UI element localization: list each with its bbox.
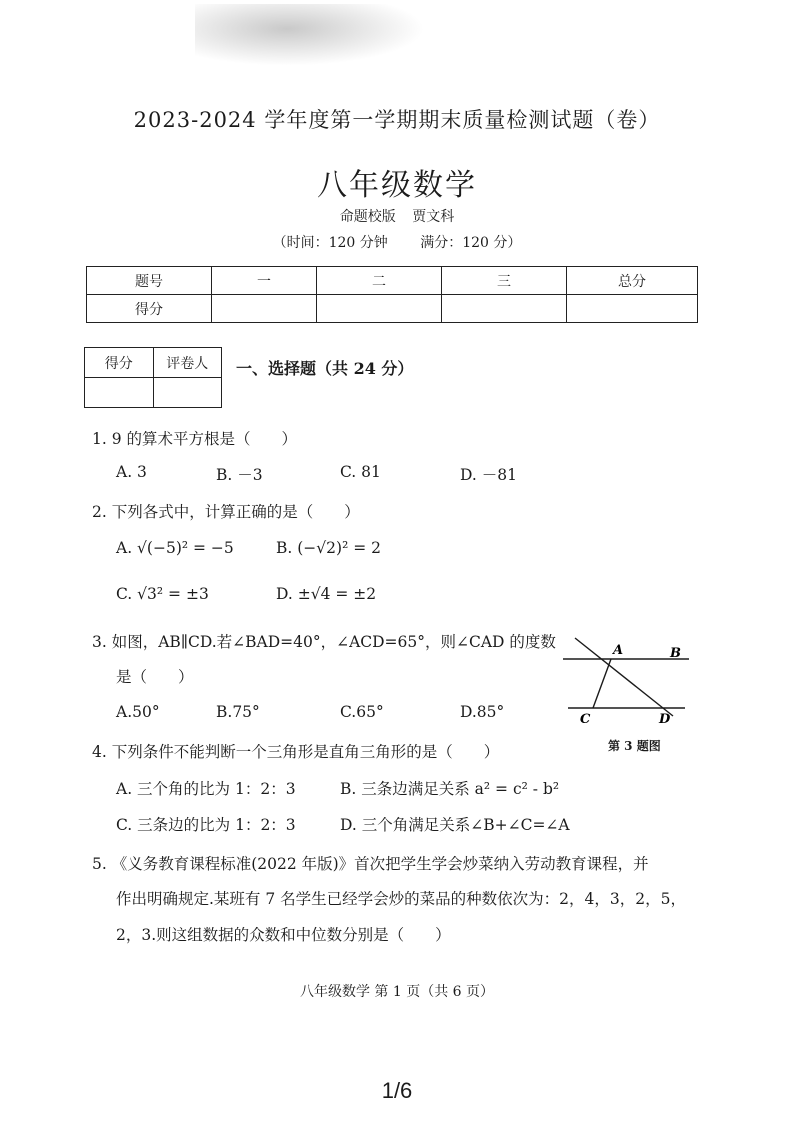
question-1-option-a: A. 3 <box>116 463 147 481</box>
setter-name: 贾文科 <box>412 209 455 225</box>
scan-smudge <box>195 4 425 66</box>
setter-school: 命题校版 <box>339 209 396 225</box>
question-4-option-c: C. 三条边的比为 1：2：3 <box>116 816 296 834</box>
question-5-stem-line1: 5. 《义务教育课程标准(2022 年版)》首次把学生学会炒菜纳入劳动教育课程，并 <box>92 855 649 873</box>
question-1-option-b: B. －3 <box>216 466 263 484</box>
label-b: B <box>670 646 681 661</box>
question-2-option-c: C. √3² = ±3 <box>116 585 209 603</box>
question-4-stem: 4. 下列条件不能判断一个三角形是直角三角形的是（ ） <box>92 743 500 761</box>
score-cell[interactable] <box>212 295 317 323</box>
grader-header-score: 得分 <box>85 348 154 378</box>
question-3-stem-line1: 3. 如图，AB∥CD.若∠BAD=40°，∠ACD=65°，则∠CAD 的度数 <box>92 633 556 651</box>
score-cell[interactable] <box>317 295 442 323</box>
question-4-option-d: D. 三个角满足关系∠B+∠C=∠A <box>340 816 570 834</box>
question-3-option-a: A.50° <box>116 703 160 721</box>
question-4-option-a: A. 三个角的比为 1：2：3 <box>116 780 296 798</box>
question-5-stem-line3: 2，3.则这组数据的众数和中位数分别是（ ） <box>116 926 451 944</box>
question-4-option-b: B. 三条边满足关系 a² = c² - b² <box>340 780 560 798</box>
score-table <box>86 266 698 323</box>
setter-line <box>0 206 794 226</box>
question-3-stem-line2: 是（ ） <box>116 668 194 686</box>
section-title: 一、选择题（共 24 分） <box>236 359 414 378</box>
question-2-option-b: B. (−√2)² = 2 <box>276 539 381 557</box>
score-table-row <box>87 295 698 323</box>
question-3-option-c: C.65° <box>340 703 384 721</box>
score-table-row <box>87 267 698 295</box>
score-cell: 三 <box>442 267 567 295</box>
question-2-option-d: D. ±√4 = ±2 <box>276 585 377 603</box>
question-5-stem-line2: 作出明确规定.某班有 7 名学生已经学会炒的菜品的种数依次为：2，4，3，2，5， <box>116 890 686 908</box>
grader-name-cell[interactable] <box>153 378 222 408</box>
grader-score-cell[interactable] <box>85 378 154 408</box>
score-cell: 一 <box>212 267 317 295</box>
question-2-stem: 2. 下列各式中，计算正确的是（ ） <box>92 503 360 521</box>
label-a: A <box>613 643 624 658</box>
question-1-option-c: C. 81 <box>340 463 381 481</box>
page-footer: 八年级数学 第 1 页（共 6 页） <box>299 984 495 1000</box>
score-cell: 总分 <box>567 267 698 295</box>
time-limit: （时间：120 分钟 <box>272 235 388 251</box>
line-ad <box>575 638 673 716</box>
label-c: C <box>580 712 591 727</box>
time-info <box>0 232 794 252</box>
question-1-stem: 1. 9 的算术平方根是（ ） <box>92 430 298 448</box>
grader-header-grader: 评卷人 <box>153 348 222 378</box>
label-d: D <box>659 712 671 727</box>
score-cell[interactable] <box>567 295 698 323</box>
score-cell: 得分 <box>87 295 212 323</box>
score-cell: 二 <box>317 267 442 295</box>
question-3-option-b: B.75° <box>216 703 260 721</box>
figure-caption: 第 3 题图 <box>608 739 661 753</box>
exam-subject: 八年级数学 <box>317 168 477 203</box>
question-2-option-a: A. √(−5)² = −5 <box>116 539 234 557</box>
line-ac <box>593 659 611 708</box>
question-1-option-d: D. －81 <box>460 466 517 484</box>
exam-title: 2023-2024 学年度第一学期期末质量检测试题（卷） <box>133 108 661 132</box>
grader-table <box>84 347 222 408</box>
question-3-figure <box>563 636 693 732</box>
page-indicator: 1/6 <box>381 1078 413 1103</box>
full-score: 满分：120 分） <box>420 235 522 251</box>
score-cell[interactable] <box>442 295 567 323</box>
question-3-option-d: D.85° <box>460 703 505 721</box>
score-cell: 题号 <box>87 267 212 295</box>
